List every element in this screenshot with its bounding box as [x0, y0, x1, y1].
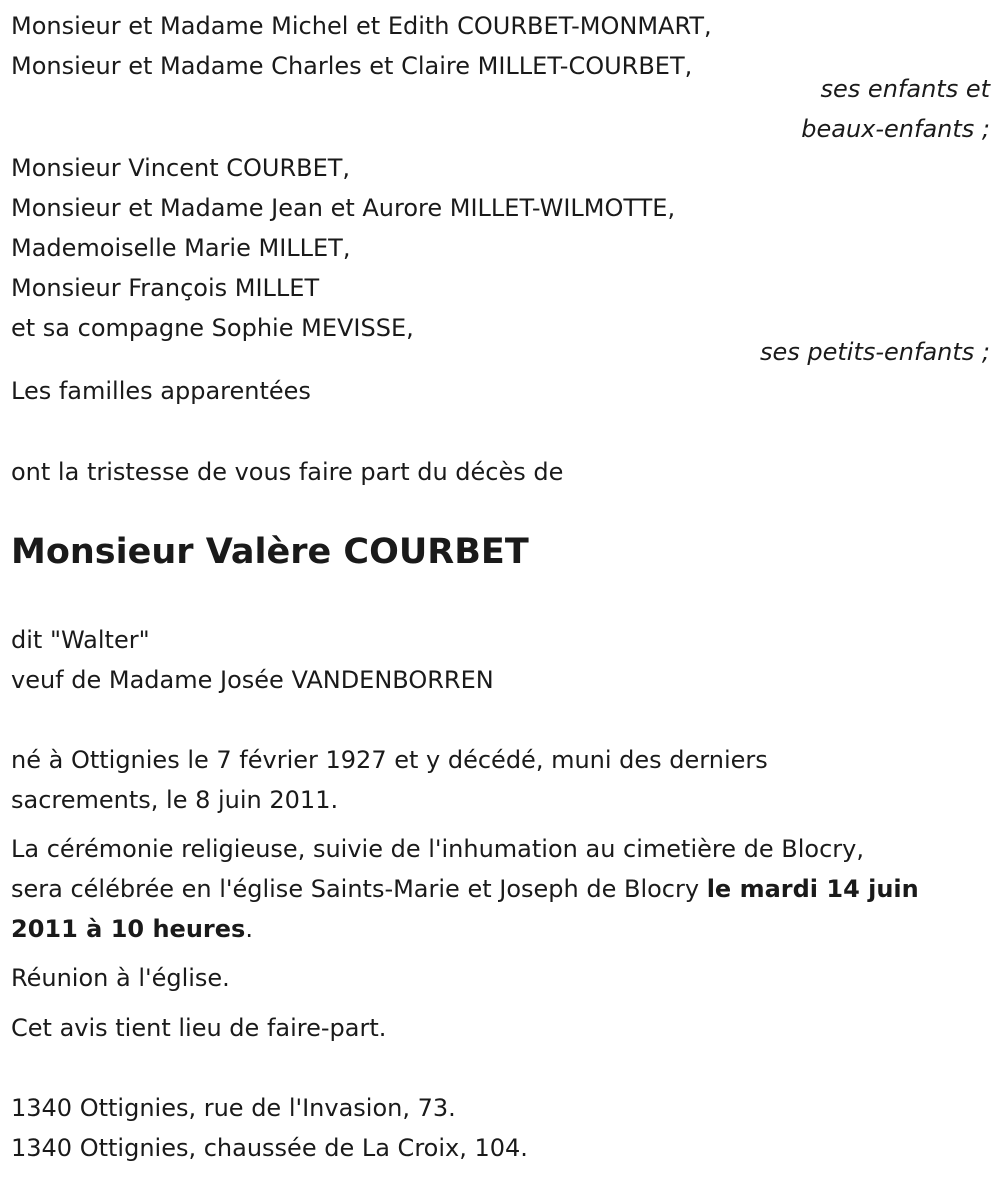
grandchild-line: Monsieur Vincent COURBET, — [11, 154, 351, 182]
grandchild-line: Monsieur et Madame Jean et Aurore MILLET-WILMOTTE, — [11, 194, 676, 222]
ceremony-text: . — [245, 915, 253, 943]
children-role: beaux-enfants ; — [801, 115, 990, 143]
children-role: ses enfants et — [820, 75, 990, 103]
birth-death-line: sacrements, le 8 juin 2011. — [11, 786, 339, 814]
deceased-name: Monsieur Valère COURBET — [11, 532, 529, 572]
families-line: Les familles apparentées — [11, 377, 311, 405]
ceremony-line — [11, 874, 919, 904]
ceremony-line — [11, 914, 253, 944]
ceremony-text: sera célébrée en l'église Saints-Marie et Joseph de Blocry — [11, 875, 707, 903]
announcement-line: ont la tristesse de vous faire part du décès de — [11, 458, 564, 486]
notice-line: Cet avis tient lieu de faire-part. — [11, 1014, 387, 1042]
child-line: Monsieur et Madame Michel et Edith COURBET-MONMART, — [11, 12, 712, 40]
ceremony-time: 2011 à 10 heures — [11, 915, 246, 943]
child-line: Monsieur et Madame Charles et Claire MILLET-COURBET, — [11, 52, 693, 80]
widower-line: veuf de Madame Josée VANDENBORREN — [11, 666, 494, 694]
grandchild-line: et sa compagne Sophie MEVISSE, — [11, 314, 414, 342]
address-line: 1340 Ottignies, chaussée de La Croix, 104. — [11, 1134, 528, 1162]
grandchildren-role: ses petits-enfants ; — [759, 338, 990, 366]
nickname-line: dit "Walter" — [11, 626, 150, 654]
ceremony-line: La cérémonie religieuse, suivie de l'inhumation au cimetière de Blocry, — [11, 835, 864, 863]
grandchild-line: Mademoiselle Marie MILLET, — [11, 234, 351, 262]
ceremony-date: le mardi 14 juin — [706, 875, 919, 903]
birth-death-line: né à Ottignies le 7 février 1927 et y décédé, muni des derniers — [11, 746, 768, 774]
address-line: 1340 Ottignies, rue de l'Invasion, 73. — [11, 1094, 456, 1122]
gathering-line: Réunion à l'église. — [11, 964, 230, 992]
grandchild-line: Monsieur François MILLET — [11, 274, 320, 302]
